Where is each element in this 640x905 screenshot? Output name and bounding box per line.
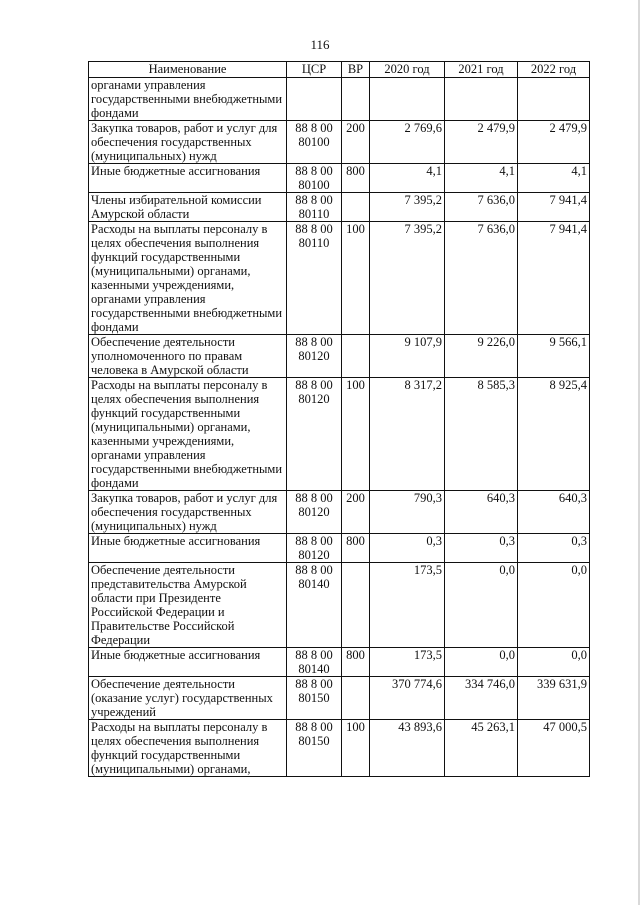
cell-2021: 0,3 — [445, 534, 518, 563]
header-csr: ЦСР — [287, 62, 342, 78]
cell-2022: 2 479,9 — [518, 121, 590, 164]
cell-csr: 88 8 00 80120 — [287, 378, 342, 491]
cell-csr: 88 8 00 80120 — [287, 491, 342, 534]
cell-2020: 173,5 — [370, 563, 445, 648]
cell-csr: 88 8 00 80110 — [287, 222, 342, 335]
table-row — [89, 335, 590, 378]
header-vr: ВР — [342, 62, 370, 78]
cell-csr: 88 8 00 80100 — [287, 121, 342, 164]
cell-name: Закупка товаров, работ и услуг для обеспечения государственных (муниципальных) нужд — [89, 121, 287, 164]
table-row — [89, 121, 590, 164]
table-row — [89, 378, 590, 491]
cell-2022: 4,1 — [518, 164, 590, 193]
header-2022: 2022 год — [518, 62, 590, 78]
table-row — [89, 193, 590, 222]
cell-2022: 640,3 — [518, 491, 590, 534]
cell-2021: 9 226,0 — [445, 335, 518, 378]
cell-2022: 8 925,4 — [518, 378, 590, 491]
cell-2021: 2 479,9 — [445, 121, 518, 164]
table-row — [89, 563, 590, 648]
table-row — [89, 648, 590, 677]
table-row — [89, 720, 590, 777]
cell-csr: 88 8 00 80140 — [287, 563, 342, 648]
cell-vr: 200 — [342, 491, 370, 534]
cell-2021: 4,1 — [445, 164, 518, 193]
cell-vr: 800 — [342, 648, 370, 677]
cell-vr — [342, 78, 370, 121]
cell-2020: 370 774,6 — [370, 677, 445, 720]
cell-2021: 0,0 — [445, 563, 518, 648]
table-row — [89, 222, 590, 335]
cell-2022: 339 631,9 — [518, 677, 590, 720]
cell-2021: 334 746,0 — [445, 677, 518, 720]
table-row — [89, 164, 590, 193]
table-row — [89, 677, 590, 720]
cell-2020: 7 395,2 — [370, 222, 445, 335]
header-name: Наименование — [89, 62, 287, 78]
table-row — [89, 534, 590, 563]
header-2020: 2020 год — [370, 62, 445, 78]
cell-2020: 8 317,2 — [370, 378, 445, 491]
cell-2020: 9 107,9 — [370, 335, 445, 378]
cell-vr — [342, 677, 370, 720]
table-row — [89, 491, 590, 534]
cell-name: Иные бюджетные ассигнования — [89, 164, 287, 193]
cell-2022: 7 941,4 — [518, 222, 590, 335]
cell-csr: 88 8 00 80120 — [287, 335, 342, 378]
cell-vr — [342, 563, 370, 648]
cell-name: Обеспечение деятельности уполномоченного по правам человека в Амурской области — [89, 335, 287, 378]
cell-csr: 88 8 00 80140 — [287, 648, 342, 677]
cell-name: Иные бюджетные ассигнования — [89, 534, 287, 563]
cell-name: органами управления государственными внебюджетными фондами — [89, 78, 287, 121]
cell-2022: 7 941,4 — [518, 193, 590, 222]
cell-2022: 0,0 — [518, 563, 590, 648]
cell-2021: 640,3 — [445, 491, 518, 534]
cell-2020 — [370, 78, 445, 121]
cell-2022: 47 000,5 — [518, 720, 590, 777]
cell-2022 — [518, 78, 590, 121]
cell-name: Расходы на выплаты персоналу в целях обеспечения выполнения функций государственными (муниципальными) органами, казенными учреждениями, органами управления государственными внебюджетными фондами — [89, 222, 287, 335]
cell-2021: 45 263,1 — [445, 720, 518, 777]
cell-vr: 200 — [342, 121, 370, 164]
cell-name: Расходы на выплаты персоналу в целях обеспечения выполнения функций государственными (муниципальными) органами, — [89, 720, 287, 777]
cell-name: Расходы на выплаты персоналу в целях обеспечения выполнения функций государственными (муниципальными) органами, казенными учреждениями, органами управления государственными внебюджетными фондами — [89, 378, 287, 491]
cell-csr: 88 8 00 80110 — [287, 193, 342, 222]
page-number: 116 — [310, 37, 330, 52]
cell-2020: 7 395,2 — [370, 193, 445, 222]
cell-2020: 2 769,6 — [370, 121, 445, 164]
cell-vr: 800 — [342, 164, 370, 193]
cell-csr: 88 8 00 80120 — [287, 534, 342, 563]
cell-name: Члены избирательной комиссии Амурской области — [89, 193, 287, 222]
cell-vr: 100 — [342, 720, 370, 777]
cell-vr — [342, 335, 370, 378]
cell-2021 — [445, 78, 518, 121]
table-body — [89, 78, 590, 777]
header-2021: 2021 год — [445, 62, 518, 78]
cell-name: Обеспечение деятельности представительства Амурской области при Президенте Российской Федерации и Правительстве Российской Федерации — [89, 563, 287, 648]
cell-csr: 88 8 00 80150 — [287, 720, 342, 777]
cell-name: Иные бюджетные ассигнования — [89, 648, 287, 677]
table-header-row — [89, 62, 590, 78]
cell-2020: 43 893,6 — [370, 720, 445, 777]
cell-2021: 8 585,3 — [445, 378, 518, 491]
cell-name: Закупка товаров, работ и услуг для обеспечения государственных (муниципальных) нужд — [89, 491, 287, 534]
cell-2020: 173,5 — [370, 648, 445, 677]
cell-2021: 7 636,0 — [445, 222, 518, 335]
cell-name: Обеспечение деятельности (оказание услуг) государственных учреждений — [89, 677, 287, 720]
cell-2022: 0,0 — [518, 648, 590, 677]
cell-csr: 88 8 00 80100 — [287, 164, 342, 193]
cell-csr — [287, 78, 342, 121]
cell-2020: 790,3 — [370, 491, 445, 534]
cell-2020: 0,3 — [370, 534, 445, 563]
cell-csr: 88 8 00 80150 — [287, 677, 342, 720]
cell-2021: 0,0 — [445, 648, 518, 677]
cell-2021: 7 636,0 — [445, 193, 518, 222]
cell-2022: 9 566,1 — [518, 335, 590, 378]
cell-vr: 100 — [342, 222, 370, 335]
cell-2022: 0,3 — [518, 534, 590, 563]
cell-vr — [342, 193, 370, 222]
budget-table — [88, 61, 590, 777]
cell-vr: 800 — [342, 534, 370, 563]
cell-vr: 100 — [342, 378, 370, 491]
table-row — [89, 78, 590, 121]
cell-2020: 4,1 — [370, 164, 445, 193]
